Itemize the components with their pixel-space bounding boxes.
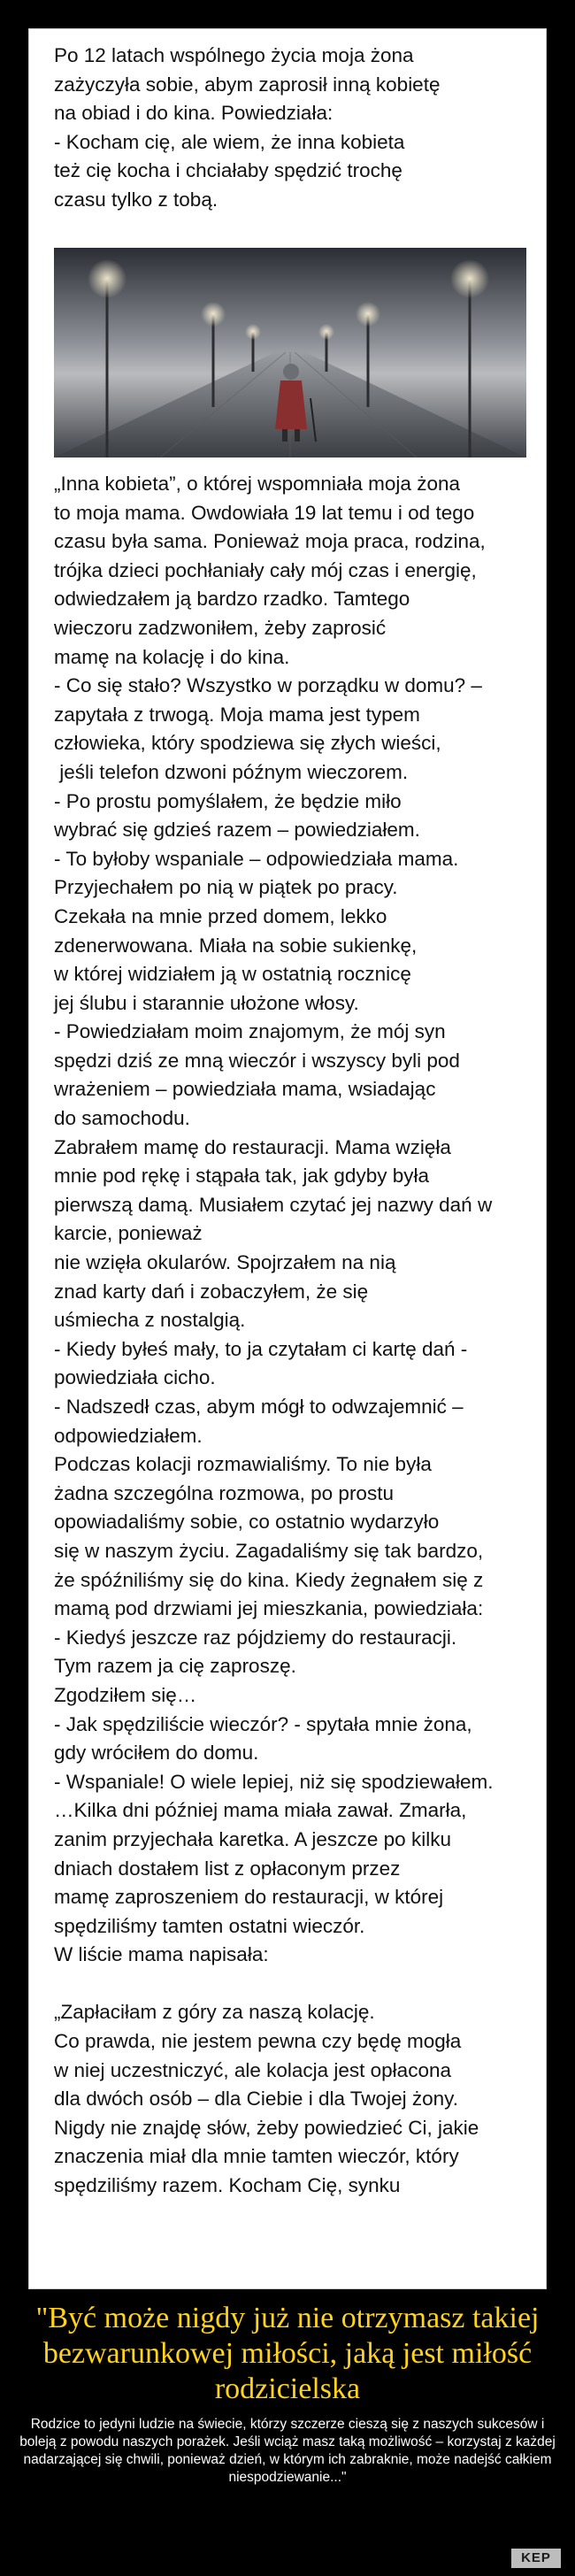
demotivator-headline: "Być może nigdy już nie otrzymasz takiej bezwarunkowej miłości, jaką jest miłość rodzicielska — [35, 2302, 540, 2405]
story-card — [28, 28, 547, 2289]
demotivator-subtext: Rodzice to jedyni ludzie na świecie, którzy szczerze cieszą się z naszych sukcesów i boleją z powodu naszych porażek. Jeśli wciąż masz taką możliwość – korzystaj z każdej nadarzającej się chwili, ponieważ dzień, w którym ich zabraknie, może nadejść całkiem niespodziewanie..." — [19, 2417, 556, 2485]
intro-text: Po 12 latach wspólnego życia moja żona zażyczyła sobie, abym zaprosił inną kobietę na obiad i do kina. Powiedziała: - Kocham cię, ale wiem, że inna kobieta też cię kocha i chciałaby spędzić trochę czasu tylko z tobą. — [54, 44, 441, 211]
site-logo: KEP — [511, 2549, 561, 2568]
old-woman-pier-illustration — [54, 248, 526, 458]
story-text: „Inna kobieta”, o której wspomniała moja żona to moja mama. Owdowiała 19 lat temu i od tego czasu była sama. Ponieważ moja praca, rodzina, trójka dzieci pochłaniały cały mój czas i energię, odwiedzałem ją bardzo rzadko. Tamtego wieczoru zadzwoniłem, żeby zaprosić mamę na kolację i do kina. - Co się stało? Wszystko w porządku w domu? – zapytała z trwogą. Moja mama jest typem człowieka, który spodziewa się złych wieści, jeśli telefon dzwoni późnym wieczorem. - Po prostu pomyślałem, że będzie miło wybrać się gdzieś razem – powiedziałem. - To byłoby wspaniale – odpowiedziała mama. Przyjechałem po nią w piątek po pracy. Czekała na mnie przed domem, lekko zdenerwowana. Miała na sobie sukienkę, w której widziałem ją w ostatnią rocznicę jej ślubu i starannie ułożone włosy. - Powiedziałam moim znajomym, że mój syn spędzi dziś ze mną wieczór i wszyscy byli pod wrażeniem – powiedziała mama, wsiadając do samochodu. Zabrałem mamę do restauracji. Mama wzięła mnie pod rękę i stąpała tak, jak gdyby była pierwszą damą. Musiałem czytać jej nazwy dań w karcie, ponieważ nie wzięła okularów. Spojrzałem na nią znad karty dań i zobaczyłem, że się uśmiecha z nostalgią. - Kiedy byłeś mały, to ja czytałam ci kartę dań - powiedziała cicho. - Nadszedł czas, abym mógł to odwzajemnić – odpowiedziałem. Podczas kolacji rozmawialiśmy. To nie była żadna szczególna rozmowa, po prostu opowiadaliśmy sobie, co ostatnio wydarzyło się w naszym życiu. Zagadaliśmy się tak bardzo, że spóźniliśmy się do kina. Kiedy żegnałem się z mamą pod drzwiami jej mieszkania, powiedziała: - Kiedyś jeszcze raz pójdziemy do restauracji. Tym razem ja cię zaproszę. Zgodziłem się… - Jak spędziliście wieczór? - spytała mnie żona, gdy wróciłem do domu. - Wspaniale! O wiele lepiej, niż się spodziewałem. …Kilka dni później mama miała zawał. Zmarła, zanim przyjechała karetka. A jeszcze po kilku dniach dostałem list z opłaconym przez mamę zaproszeniem do restauracji, w której spędziliśmy tamten ostatni wieczór. W liście mama napisała: „Zapłaciłam z góry za naszą kolację. Co prawda, nie jestem pewna czy będę mogła w niej uczestniczyć, ale kolacja jest opłacona dla dwóch osób – dla Ciebie i dla Twojej żony. Nigdy nie znajdę słów, żeby powiedzieć Ci, jakie znaczenia miał dla mnie tamten wieczór, który spędziliśmy razem. Kocham Cię, synku — [54, 473, 494, 2197]
story-photo — [54, 248, 526, 458]
